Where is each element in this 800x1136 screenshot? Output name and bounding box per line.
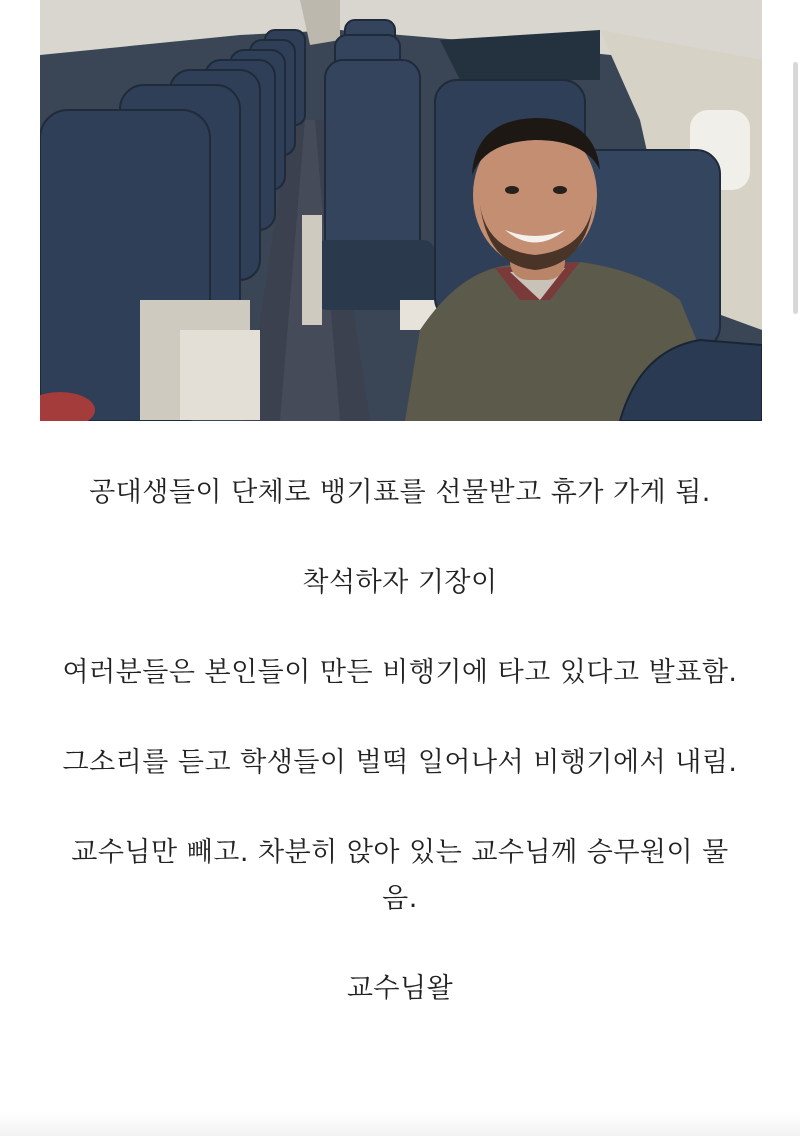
paragraph: 착석하자 기장이: [302, 567, 498, 598]
paragraph: 여러분들은 본인들이 만든 비행기에 타고 있다고 발표함.: [62, 657, 738, 688]
paragraph: 교수님만 빼고. 차분히 앉아 있는 교수님께 승무원이 물음.: [71, 837, 729, 914]
post-body: [60, 470, 740, 1056]
paragraph: 공대생들이 단체로 뱅기표를 선물받고 휴가 가게 됨.: [89, 477, 711, 508]
paragraph: 교수님왈: [346, 973, 454, 1004]
post-image: [40, 0, 762, 421]
bottom-fade: [0, 1112, 800, 1136]
scrollbar[interactable]: [793, 62, 798, 314]
paragraph: 그소리를 듣고 학생들이 벌떡 일어나서 비행기에서 내림.: [62, 747, 738, 778]
